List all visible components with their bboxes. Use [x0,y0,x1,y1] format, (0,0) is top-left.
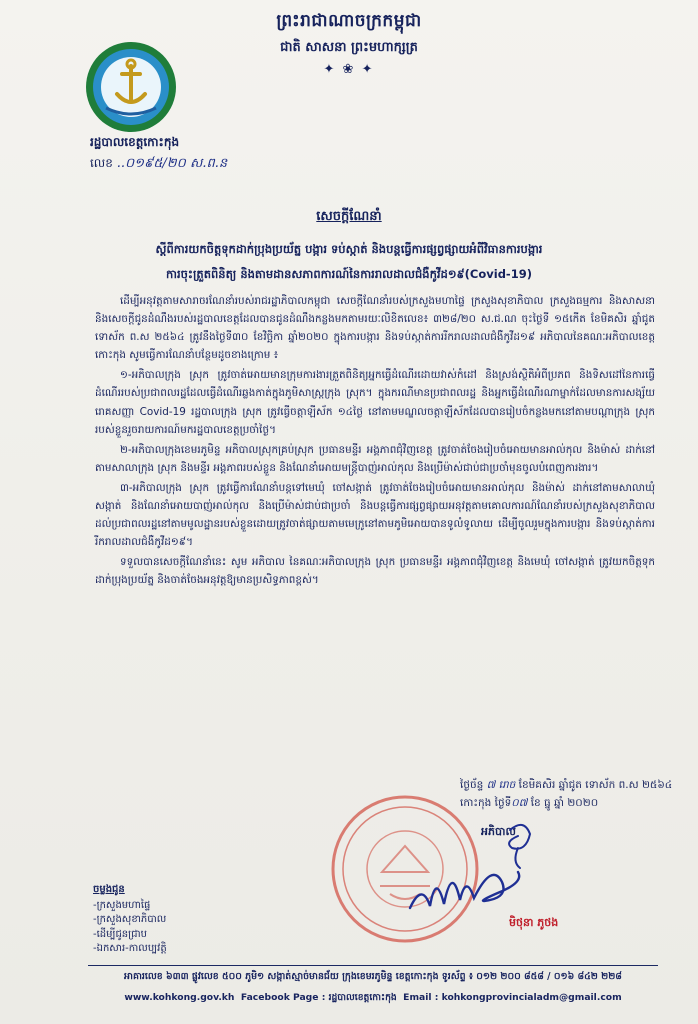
dateline [460,776,672,812]
national-motto: ជាតិ សាសនា ព្រះមហាក្សត្រ [280,40,418,55]
province-logo-icon [84,40,178,134]
recipient-item: -ក្រសួងមហាផ្ទៃ [93,899,151,911]
instruction-point-2: ២-អភិបាលក្រុងខេមរភូមិន្ទ អភិបាលស្រុកគ្រប់ស្រុក ប្រធានមន្ទីរ អង្គភាពជុំវិញខេត្ត ត្រូវចាត់ចែងរៀបចំអោយមានអាល់កុល និងម៉ាស់ ដាក់នៅតាមសាលាក្រុង ស្រុក និងមន្ទីរ អង្គភាពរបស់ខ្លួន និងណែនាំអោយមន្ត្រីបាញ់អាល់កុល និងប្រើម៉ាស់ជាប់ជាប្រចាំមុនចូលបំពេញការងារ។ [95,443,655,474]
signatory-title: អភិបាល [481,825,516,838]
subject-line-1: ស្តីពីការយកចិត្តទុកដាក់ប្រុងប្រយ័ត្ន បង្ការ ទប់ស្កាត់ និងបន្តធ្វើការផ្សព្វផ្សាយអំពីវិធានការបង្ការ [155,242,543,256]
recipient-item: -ក្រសួងសុខាភិបាល [93,914,167,925]
document-body [95,292,655,590]
lunar-suffix: ខែមិគសិរ ឆ្នាំជូត ទោស័ក ព.ស ២៥៦៤ [518,779,673,791]
document-subject [60,237,638,287]
ref-prefix: លេខ [90,156,113,170]
place-suffix: ខែ ធ្នូ ឆ្នាំ ២០២០ [530,797,599,809]
signatory-name: មិថុនា ភូថង [509,916,559,929]
issuing-administration: រដ្ឋបាលខេត្តកោះកុង [90,135,180,149]
instruction-point-3: ៣-អភិបាលក្រុង ស្រុក ត្រូវធ្វើការណែនាំបន្តទៅមេឃុំ ចៅសង្កាត់ ត្រូវចាត់ចែងរៀបចំអោយមានអាល់កុល និងម៉ាស់ ដាក់នៅតាមសាលាឃុំ សង្កាត់ និងណែនាំអោយបាញ់អាល់កុល និងប្រើម៉ាស់ជាប់ជាប្រចាំ និងបន្តធ្វើការផ្សព្វផ្សាយអនុវត្តតាមគោលការណ៍ណែនាំរបស់ក្រសួងសុខាភិបាល ដល់ប្រជាពលរដ្ឋនៅតាមមូលដ្ឋានរបស់ខ្លួនដោយត្រូវចាត់ផ្សាយតាមមេក្រូនៅតាមភូមិអោយបានទូលំទូលាយ ដើម្បីចូលរួមក្នុងការបង្ការ និងទប់ស្កាត់ការរីករាលដាលជំងឺកូវីដ១៩។ [95,481,655,549]
recipient-item: -ឯកសារ-កាលប្បវត្តិ [93,943,167,954]
lunar-handwritten: ៧ រោច [486,779,516,791]
subject-line-2: ការចុះត្រួតពិនិត្យ និងតាមដានសភាពការណ៍នៃការរាលដាលជំងឺកូវីដ១៩(Covid-19) [166,267,532,281]
place-prefix: កោះកុង ថ្ងៃទី [460,797,512,809]
kingdom-name: ព្រះរាជាណាចក្រកម្ពុជា [276,11,422,31]
footer-divider [88,965,658,966]
recipients-heading: ចម្លងជូន [93,884,125,895]
intro-paragraph: ដើម្បីអនុវត្តតាមសារាចរណែនាំរបស់រាជរដ្ឋាភិបាលកម្ពុជា សេចក្តីណែនាំរបស់ក្រសួងមហាផ្ទៃ ក្រសួងសុខាភិបាល ក្រសួងធម្មការ និងសាសនា និងសេចក្តីជូនដំណឹងរបស់រដ្ឋបាលខេត្តដែលបានជូនដំណឹងកន្លងមកតាមរយៈលិខិតលេខ៖ ៣២៨/២០ ស.ជ.ណ ចុះថ្ងៃទី ១៥កើត ខែមិគសិរ ឆ្នាំជូត ទោស័ក ព.ស ២៥៦៤ ត្រូវនឹងថ្ងៃទី៣០ ខែវិច្ឆិកា ឆ្នាំ២០២០ ក្នុងការបង្ការ និងទប់ស្កាត់ការរីករាលដាលជំងឺកូវីដ១៩ អភិបាលនៃគណៈអភិបាលខេត្តកោះកុង សូមធ្វើការណែនាំបន្ថែមដូចខាងក្រោម ៖ [95,295,655,362]
lunar-prefix: ថ្ងៃច័ន្ទ [460,779,484,791]
lunar-date [460,776,672,794]
document-heading: សេចក្តីណែនាំ [316,209,382,224]
document-title-block [60,208,638,287]
footer-contacts [88,992,658,1005]
ref-handwritten: ..០១៩៥/២០ ស.ព.ន [116,156,228,171]
instruction-point-1: ១-អភិបាលក្រុង ស្រុក ត្រូវចាត់អោយមានក្រុមការងារត្រួតពិនិត្យអ្នកធ្វើដំណើរដោយវាស់កំដៅ និងស្រង់ស្ថិតិអំពីប្រភព និងទិសដៅនៃការធ្វើដំណើររបស់ប្រជាពលរដ្ឋដែលធ្វើដំណើរឆ្លងកាត់ក្នុងភូមិសាស្ត្រក្រុង ស្រុក។ ក្នុងករណីមានប្រជាពលរដ្ឋ និងអ្នកធ្វើដំណើរណាម្នាក់ដែលមានការសង្ស័យរោគសញ្ញា Covid-19 រដ្ឋបាលក្រុង ស្រុក ត្រូវធ្វើចត្តាឡីស័ក ១៤ថ្ងៃ នៅតាមមណ្ឌលចត្តាឡីស័កដែលបានរៀបចំកន្លងមកនៅតាមបណ្តាក្រុង ស្រុករបស់ខ្លួនរួចរាយការណ៍មករដ្ឋបាលខេត្តប្រចាំថ្ងៃ។ [95,369,655,436]
place-handwritten: ០៧ [511,797,528,809]
recipient-item: -ដើម្បីជូនជ្រាប [93,928,147,940]
reference-number [90,155,227,174]
footer-website[interactable]: www.kohkong.gov.kh [124,992,235,1003]
place-date [460,794,672,812]
closing-paragraph: ទទួលបានសេចក្តីណែនាំនេះ សូម អភិបាល នៃគណៈអភិបាលក្រុង ស្រុក ប្រធានមន្ទីរ អង្គភាពជុំវិញខេត្ត និងមេឃុំ ចៅសង្កាត់ ត្រូវយកចិត្តទុកដាក់ប្រុងប្រយ័ត្ន និងចាត់ចែងអនុវត្តឱ្យមានប្រសិទ្ធភាពខ្ពស់។ [95,556,655,587]
ornament-divider: ✦ ❀ ✦ [323,62,375,77]
footer-email[interactable]: Email : kohkongprovincialadm@gmail.com [403,992,622,1003]
footer-address: អាគារលេខ ៦៣៣ ផ្លូវលេខ ៥០០ ភូមិ១ សង្កាត់ស្មាច់មានជ័យ ក្រុងខេមរភូមិន្ទ ខេត្តកោះកុង ទូរស័ព្ទ ៖ ០១២ ២០០ ៨៥៨ / ០១៦ ៨៤២ ២២៨ [124,971,622,982]
recipients-block [93,883,167,957]
signature-icon [400,812,545,922]
footer-facebook[interactable]: Facebook Page : រដ្ឋបាលខេត្តកោះកុង [240,992,397,1003]
